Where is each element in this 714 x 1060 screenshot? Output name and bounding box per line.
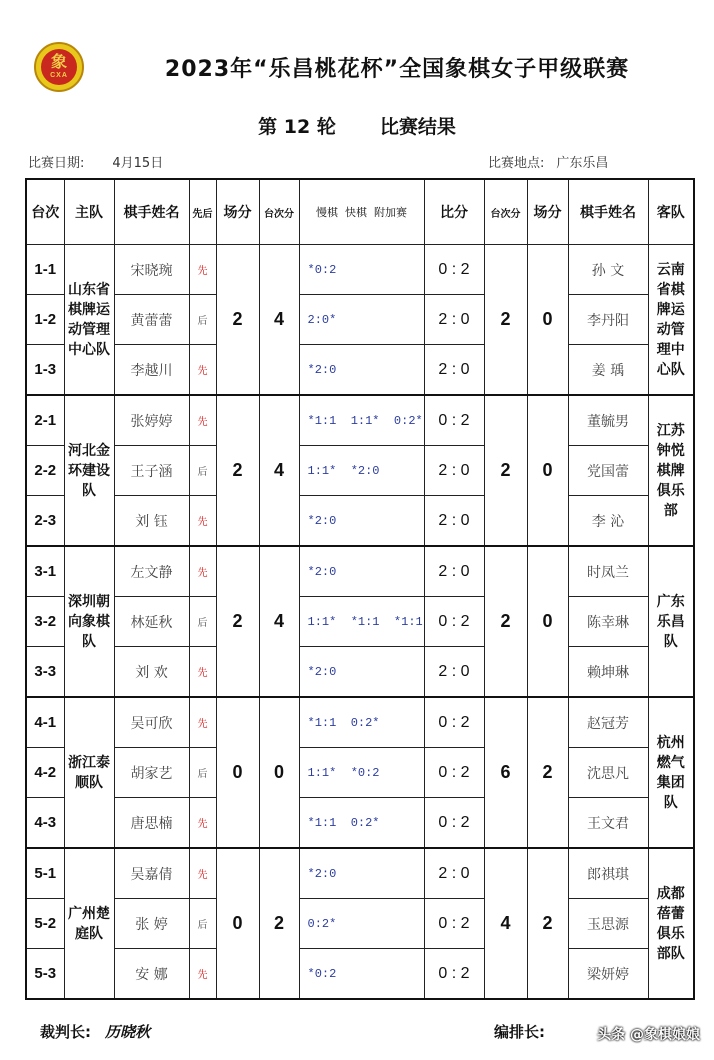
round-label: 第 12 轮 (258, 116, 336, 138)
header-away-match-points: 场分 (527, 179, 568, 245)
away-player: 沈思凡 (568, 748, 648, 798)
header-board: 台次 (26, 179, 64, 245)
table-row (26, 848, 694, 899)
board-score: 2 : 0 (424, 496, 484, 547)
board-number: 3-3 (26, 647, 64, 698)
move-order: 后 (189, 597, 216, 647)
board-score: 2 : 0 (424, 446, 484, 496)
logo-glyph: 象 (50, 52, 67, 71)
board-number: 2-1 (26, 395, 64, 446)
home-match-points: 0 (216, 697, 259, 848)
arranger-label: 编排长: (494, 1023, 545, 1041)
date-info (28, 152, 163, 171)
board-score: 0 : 2 (424, 245, 484, 295)
table-row (26, 597, 694, 647)
venue-info (488, 152, 608, 171)
away-team: 云南省棋牌运动管理中心队 (648, 245, 694, 396)
home-match-points: 2 (216, 245, 259, 396)
move-order: 先 (189, 848, 216, 899)
away-board-points: 6 (484, 697, 527, 848)
header-away: 客队 (648, 179, 694, 245)
home-board-points: 4 (259, 546, 299, 697)
table-row (26, 798, 694, 849)
away-match-points: 0 (527, 546, 568, 697)
page-title: 2023年“乐昌桃花杯”全国象棋女子甲级联赛 (164, 57, 630, 82)
game-results: 1:1* *0:2 (299, 748, 424, 798)
away-player: 李丹阳 (568, 295, 648, 345)
logo-text: CXA (50, 72, 68, 79)
away-board-points: 4 (484, 848, 527, 999)
table-row (26, 899, 694, 949)
table-row (26, 697, 694, 748)
board-number: 3-2 (26, 597, 64, 647)
board-number: 5-2 (26, 899, 64, 949)
table-row (26, 496, 694, 547)
home-team: 浙江泰顺队 (64, 697, 114, 848)
game-results: *0:2 (299, 245, 424, 295)
away-player: 玉思源 (568, 899, 648, 949)
board-score: 2 : 0 (424, 345, 484, 396)
table-row (26, 647, 694, 698)
header-order: 先后 (189, 179, 216, 245)
game-results: *2:0 (299, 345, 424, 396)
home-player: 吴嘉倩 (114, 848, 189, 899)
results-table (25, 178, 695, 1000)
home-player: 王子涵 (114, 446, 189, 496)
board-number: 4-1 (26, 697, 64, 748)
board-score: 0 : 2 (424, 697, 484, 748)
home-player: 宋晓琬 (114, 245, 189, 295)
venue-value: 广东乐昌 (556, 156, 609, 171)
board-number: 2-3 (26, 496, 64, 547)
table-row (26, 748, 694, 798)
referee-label: 裁判长: (40, 1023, 91, 1041)
header-match-points: 场分 (216, 179, 259, 245)
away-player: 赖坤琳 (568, 647, 648, 698)
home-player: 胡家艺 (114, 748, 189, 798)
away-match-points: 2 (527, 848, 568, 999)
home-player: 张婷婷 (114, 395, 189, 446)
table-row (26, 546, 694, 597)
header-games: 慢棋 快棋 附加赛 (299, 179, 424, 245)
arranger-info (494, 1021, 559, 1042)
game-results: 1:1* *2:0 (299, 446, 424, 496)
game-results: *1:1 0:2* (299, 697, 424, 748)
game-results: 1:1* *1:1 *1:1 (299, 597, 424, 647)
away-player: 孙 文 (568, 245, 648, 295)
game-results: *1:1 1:1* 0:2* (299, 395, 424, 446)
header-player: 棋手姓名 (114, 179, 189, 245)
away-player: 梁妍婷 (568, 949, 648, 1000)
board-number: 1-1 (26, 245, 64, 295)
away-match-points: 0 (527, 245, 568, 396)
board-number: 5-1 (26, 848, 64, 899)
home-board-points: 2 (259, 848, 299, 999)
header-row (26, 179, 694, 245)
away-player: 赵冠芳 (568, 697, 648, 748)
away-player: 董毓男 (568, 395, 648, 446)
table-row (26, 345, 694, 396)
home-player: 安 娜 (114, 949, 189, 1000)
venue-label: 比赛地点: (488, 156, 545, 171)
home-player: 黄蕾蕾 (114, 295, 189, 345)
home-team: 深圳朝向象棋队 (64, 546, 114, 697)
date-label: 比赛日期: (28, 156, 85, 171)
away-team: 江苏钟悦棋牌俱乐部 (648, 395, 694, 546)
game-results: *0:2 (299, 949, 424, 1000)
move-order: 先 (189, 395, 216, 446)
move-order: 先 (189, 345, 216, 396)
header-away-board-points: 台次分 (484, 179, 527, 245)
home-player: 刘 钰 (114, 496, 189, 547)
home-team: 山东省棋牌运动管理中心队 (64, 245, 114, 396)
board-score: 2 : 0 (424, 546, 484, 597)
home-player: 林延秋 (114, 597, 189, 647)
away-player: 李 沁 (568, 496, 648, 547)
home-team: 河北金环建设队 (64, 395, 114, 546)
referee-info (40, 1021, 150, 1042)
home-board-points: 0 (259, 697, 299, 848)
away-player: 王文君 (568, 798, 648, 849)
move-order: 先 (189, 245, 216, 295)
date-value: 4月15日 (112, 156, 164, 171)
move-order: 先 (189, 798, 216, 849)
header-home: 主队 (64, 179, 114, 245)
board-score: 2 : 0 (424, 647, 484, 698)
home-match-points: 2 (216, 395, 259, 546)
away-player: 时凤兰 (568, 546, 648, 597)
board-number: 2-2 (26, 446, 64, 496)
away-board-points: 2 (484, 546, 527, 697)
home-player: 左文静 (114, 546, 189, 597)
away-player: 党国蕾 (568, 446, 648, 496)
board-score: 0 : 2 (424, 597, 484, 647)
home-team: 广州楚庭队 (64, 848, 114, 999)
game-results: 0:2* (299, 899, 424, 949)
away-team: 广东乐昌队 (648, 546, 694, 697)
home-player: 唐思楠 (114, 798, 189, 849)
referee-name: 历晓秋 (105, 1023, 151, 1041)
board-number: 1-2 (26, 295, 64, 345)
home-match-points: 2 (216, 546, 259, 697)
game-results: *2:0 (299, 848, 424, 899)
home-board-points: 4 (259, 245, 299, 396)
board-score: 0 : 2 (424, 949, 484, 1000)
move-order: 先 (189, 496, 216, 547)
away-board-points: 2 (484, 395, 527, 546)
header-score: 比分 (424, 179, 484, 245)
move-order: 后 (189, 748, 216, 798)
table-row (26, 446, 694, 496)
watermark: 头条 @象棋娘娘 (597, 1027, 700, 1043)
game-results: *2:0 (299, 647, 424, 698)
away-player: 郎祺琪 (568, 848, 648, 899)
move-order: 后 (189, 899, 216, 949)
results-label: 比赛结果 (379, 116, 456, 138)
move-order: 先 (189, 697, 216, 748)
board-number: 3-1 (26, 546, 64, 597)
home-player: 李越川 (114, 345, 189, 396)
header-away-player: 棋手姓名 (568, 179, 648, 245)
away-team: 杭州燃气集团队 (648, 697, 694, 848)
board-number: 1-3 (26, 345, 64, 396)
board-score: 0 : 2 (424, 798, 484, 849)
away-match-points: 0 (527, 395, 568, 546)
move-order: 先 (189, 949, 216, 1000)
page-subtitle (0, 112, 714, 139)
board-number: 4-2 (26, 748, 64, 798)
game-results: *1:1 0:2* (299, 798, 424, 849)
board-score: 0 : 2 (424, 395, 484, 446)
away-player: 姜 瑀 (568, 345, 648, 396)
table-row (26, 949, 694, 1000)
move-order: 后 (189, 295, 216, 345)
table-row (26, 245, 694, 295)
away-player: 陈幸琳 (568, 597, 648, 647)
board-score: 2 : 0 (424, 848, 484, 899)
move-order: 先 (189, 647, 216, 698)
move-order: 先 (189, 546, 216, 597)
table-row (26, 295, 694, 345)
game-results: *2:0 (299, 546, 424, 597)
home-player: 张 婷 (114, 899, 189, 949)
header-board-points: 台次分 (259, 179, 299, 245)
board-score: 2 : 0 (424, 295, 484, 345)
home-board-points: 4 (259, 395, 299, 546)
cxa-logo (34, 42, 84, 92)
game-results: *2:0 (299, 496, 424, 547)
away-match-points: 2 (527, 697, 568, 848)
logo-emblem (41, 49, 77, 85)
move-order: 后 (189, 446, 216, 496)
board-score: 0 : 2 (424, 748, 484, 798)
home-match-points: 0 (216, 848, 259, 999)
board-score: 0 : 2 (424, 899, 484, 949)
home-player: 刘 欢 (114, 647, 189, 698)
away-team: 成都蓓蕾俱乐部队 (648, 848, 694, 999)
table-row (26, 395, 694, 446)
home-player: 吴可欣 (114, 697, 189, 748)
game-results: 2:0* (299, 295, 424, 345)
board-number: 5-3 (26, 949, 64, 1000)
away-board-points: 2 (484, 245, 527, 396)
board-number: 4-3 (26, 798, 64, 849)
